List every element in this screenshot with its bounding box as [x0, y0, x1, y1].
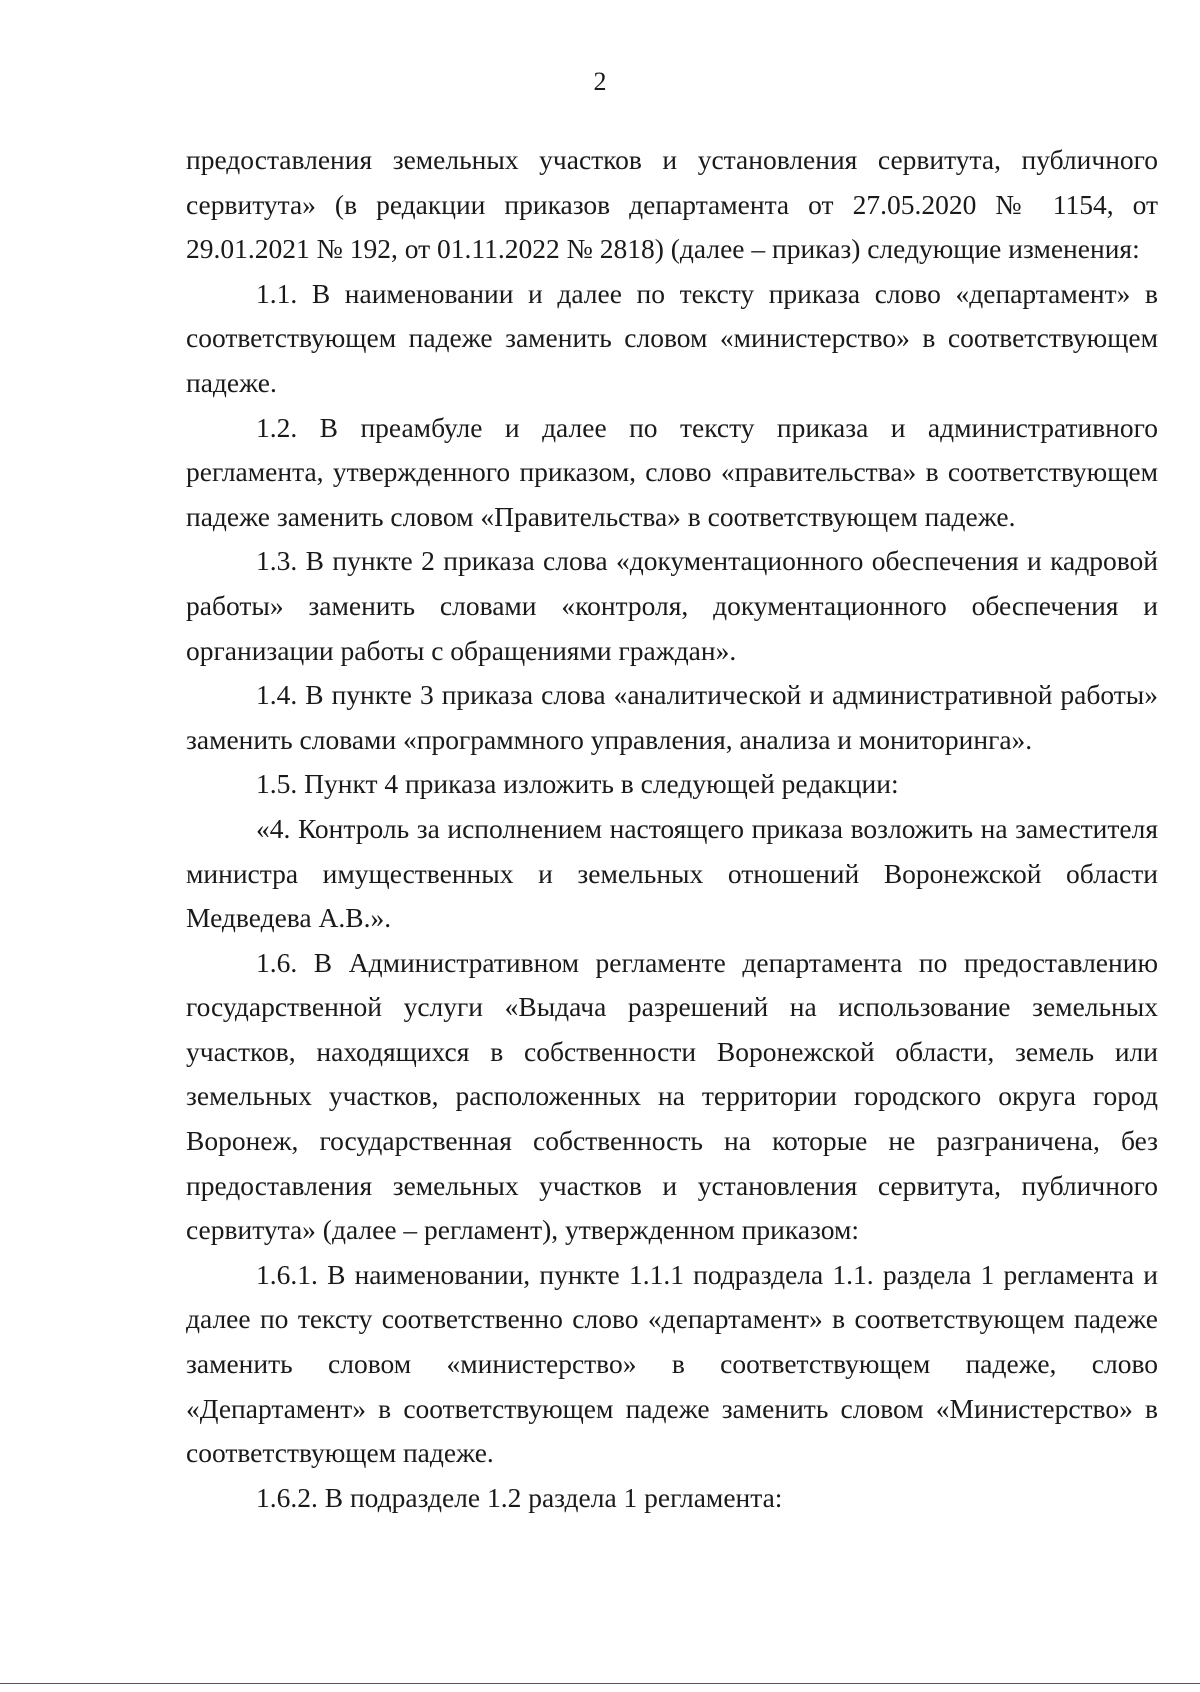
page-number: 2 — [593, 67, 607, 96]
paragraph-1-5-quote: «4. Контроль за исполнением настоящего приказа возложить на заместителя министра имущественных и земельных отношений Воронежской области Медведева А.В.». — [186, 812, 1158, 934]
paragraph-1-4: 1.4. В пункте 3 приказа слова «аналитической и административной работы» заменить словами «программного управления, анализа и мониторинга». — [186, 679, 1158, 755]
paragraph-1-6-2: 1.6.2. В подразделе 1.2 раздела 1 регламента: — [256, 1481, 783, 1513]
page-bottom-rule — [0, 1683, 1200, 1684]
paragraph-1-6: 1.6. В Административном регламенте департамента по предоставлению государственной услуги «Выдача разрешений на использование земельных участков, находящихся в собственности Воронежской области, земель или земельных участков, расположенных на территории городского округа город Воронеж, государственная собственность на которые не разграничена, без предоставления земельных участков и установления сервитута, публичного сервитута» (далее – регламент), утвержденном приказом: — [186, 946, 1158, 1246]
paragraph-1-3: 1.3. В пункте 2 приказа слова «документационного обеспечения и кадровой работы» заменить словами «контроля, документационного обеспечения и организации работы с обращениями граждан». — [186, 545, 1158, 666]
paragraph-1-1: 1.1. В наименовании и далее по тексту приказа слово «департамент» в соответствующем падеже заменить словом «министерство» в соответствующем падеже. — [186, 277, 1158, 398]
paragraph-1-2: 1.2. В преамбуле и далее по тексту приказа и административного регламента, утвержденного приказом, слово «правительства» в соответствующем падеже заменить словом «Правительства» в соответствующем падеже. — [186, 411, 1158, 532]
paragraph-1-5: 1.5. Пункт 4 приказа изложить в следующей редакции: — [256, 768, 899, 800]
document-body — [186, 138, 1158, 1520]
paragraph-1-6-1: 1.6.1. В наименовании, пункте 1.1.1 подраздела 1.1. раздела 1 регламента и далее по тексту соответственно слово «департамент» в соответствующем падеже заменить словом «министерство» в соответствующем падеже, слово «Департамент» в соответствующем падеже заменить словом «Министерство» в соответствующем падеже. — [186, 1258, 1158, 1469]
paragraph-intro-continuation: предоставления земельных участков и установления сервитута, публичного сервитута» (в редакции приказов департамента от 27.05.2020 № 1154, от 29.01.2021 № 192, от 01.11.2022 № 2818) (далее – приказ) следующие изменения: — [186, 144, 1158, 265]
